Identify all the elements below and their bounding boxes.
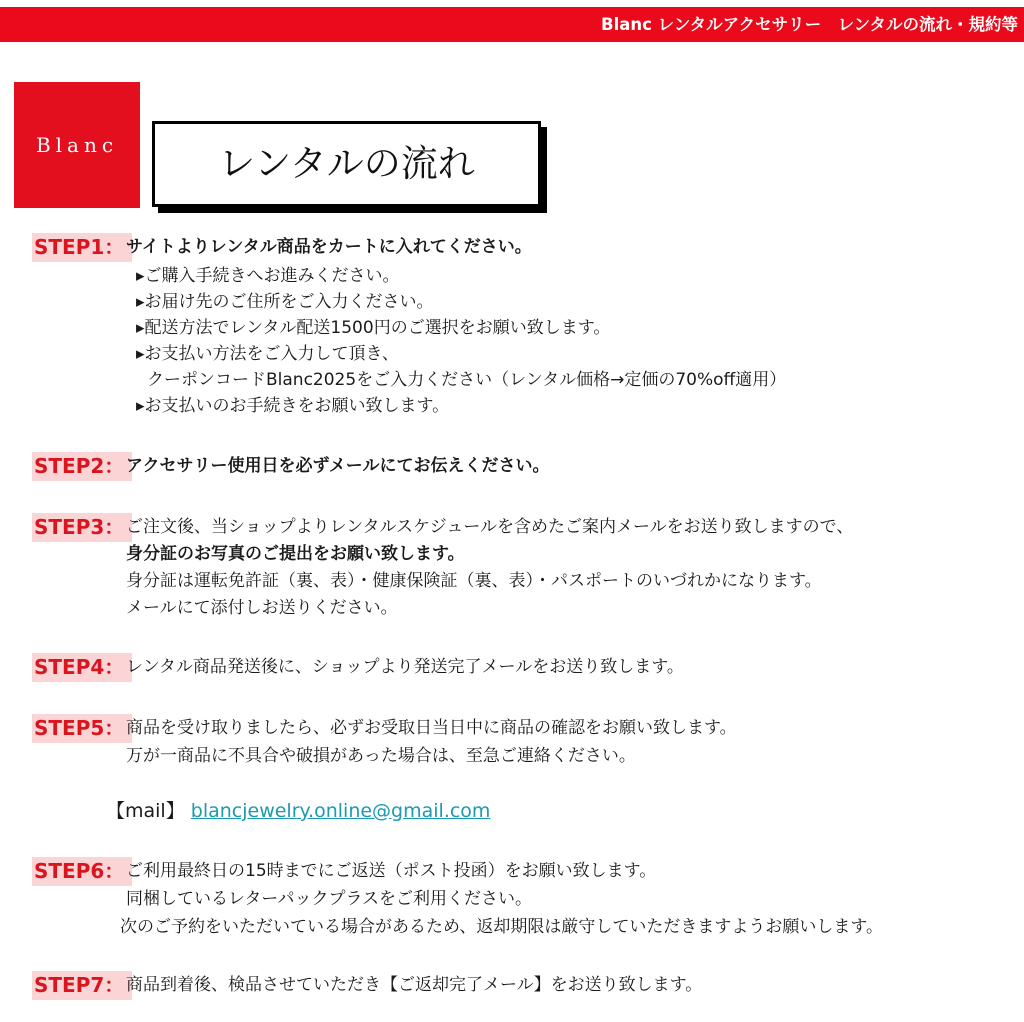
step5-line-1: 商品を受け取りましたら、必ずお受取日当日中に商品の確認をお願い致します。 <box>126 718 737 738</box>
step6-line-1: ご利用最終日の15時までにご返送（ポスト投函）をお願い致します。 <box>126 861 657 881</box>
step1-line-4: ▸配送方法でレンタル配送1500円のご選択をお願い致します。 <box>136 318 611 338</box>
mail-label: 【mail】 <box>106 800 185 822</box>
step3-line-3: 身分証は運転免許証（裏、表）・健康保険証（裏、表）・パスポートのいづれかになります。 <box>126 571 822 591</box>
header-bar <box>0 7 1024 42</box>
step1-line-2: ▸ご購入手続きへお進みください。 <box>136 266 400 286</box>
step6-line-3: 次のご予約をいただいている場合があるため、返却期限は厳守していただきますようお願いします。 <box>120 917 883 937</box>
step1-line-1: サイトよりレンタル商品をカートに入れてください。 <box>126 237 532 257</box>
step7-label: STEP7： <box>32 971 132 1000</box>
step3-line-4: メールにて添付しお送りください。 <box>126 598 398 618</box>
step6-line-2: 同梱しているレターパックプラスをご利用ください。 <box>126 889 532 909</box>
blanc-logo: Blanc <box>14 82 140 208</box>
step5-line-2: 万が一商品に不具合や破損があった場合は、至急ご連絡ください。 <box>126 746 636 766</box>
page-title: レンタルの流れ <box>152 121 541 207</box>
step4-label: STEP4： <box>32 653 132 682</box>
step2-line-1: アクセサリー使用日を必ずメールにてお伝えください。 <box>126 456 550 476</box>
mail-link[interactable]: blancjewelry.online@gmail.com <box>190 800 491 822</box>
step2-label: STEP2： <box>32 452 132 481</box>
step1-line-7: ▸お支払いのお手続きをお願い致します。 <box>136 396 450 416</box>
step3-line-1: ご注文後、当ショップよりレンタルスケジュールを含めたご案内メールをお送り致しますので、 <box>126 517 854 537</box>
step4-line-1: レンタル商品発送後に、ショップより発送完了メールをお送り致します。 <box>126 657 684 677</box>
header-title: Blanc レンタルアクセサリー レンタルの流れ・規約等 <box>601 15 1018 34</box>
step6-label: STEP6： <box>32 857 132 886</box>
step7-line-1: 商品到着後、検品させていただき【ご返却完了メール】をお送り致します。 <box>126 975 703 995</box>
step3-line-2: 身分証のお写真のご提出をお願い致します。 <box>126 544 465 564</box>
step1-label: STEP1： <box>32 233 132 262</box>
step1-line-5: ▸お支払い方法をご入力して頂き、 <box>136 344 399 364</box>
mail-row <box>106 800 490 823</box>
step3-label: STEP3： <box>32 513 132 542</box>
step1-line-6: クーポンコードBlanc2025をご入力ください（レンタル価格→定価の70%off適用） <box>147 370 787 390</box>
step5-label: STEP5： <box>32 714 132 743</box>
step1-line-3: ▸お届け先のご住所をご入力ください。 <box>136 292 434 312</box>
